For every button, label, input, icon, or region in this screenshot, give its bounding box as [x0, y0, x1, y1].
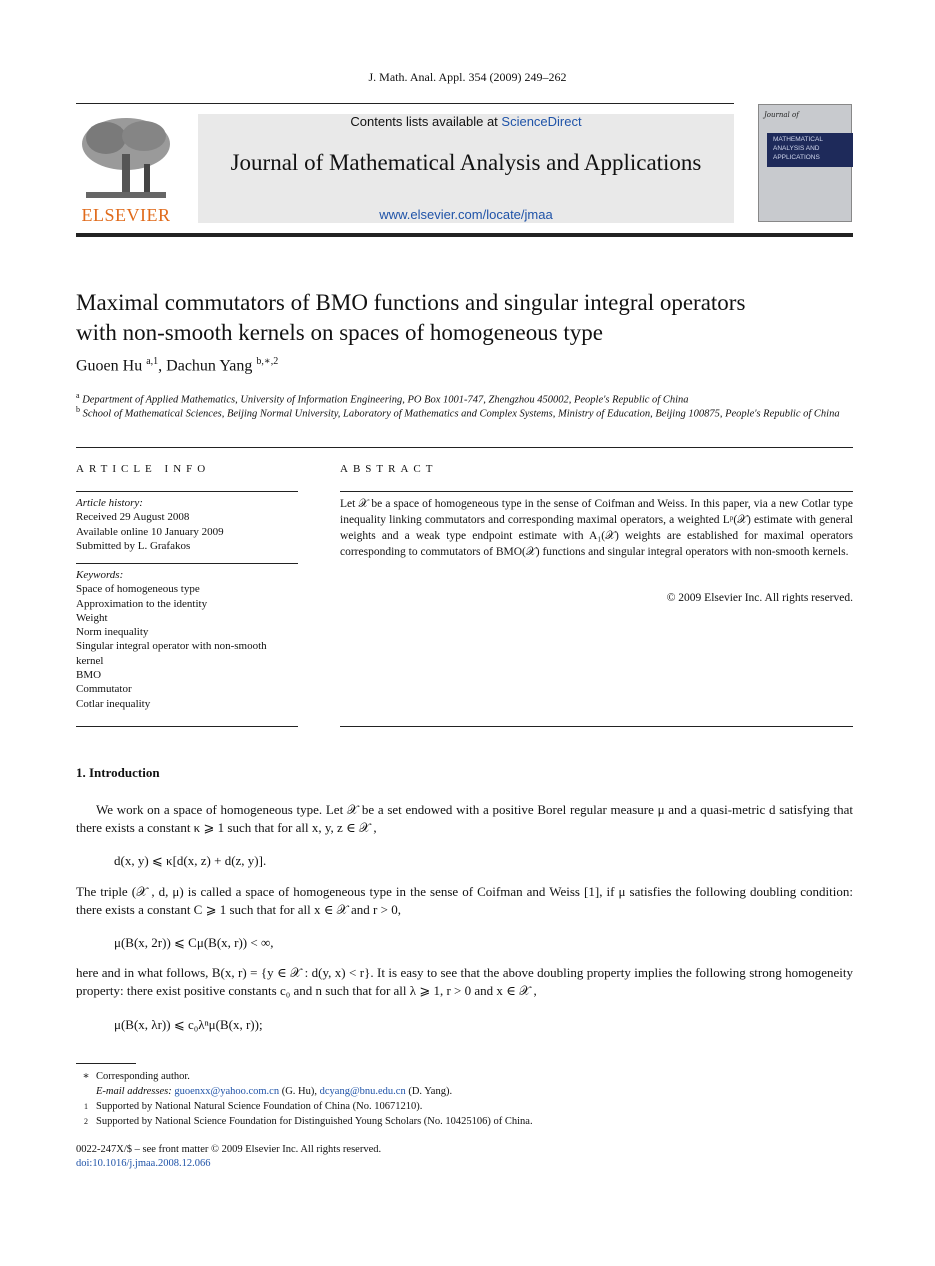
journal-cover-thumbnail: [758, 104, 852, 222]
keyword: Singular integral operator with non-smooth: [76, 640, 267, 653]
email-owner: (G. Hu),: [279, 1086, 320, 1097]
author-name: Guoen Hu: [76, 357, 143, 375]
intro-paragraph-1: We work on a space of homogeneous type. Let 𝒳 be a set endowed with a positive Borel regular measure μ and a quasi-metric d satisfying that there exists a constant κ ⩾ 1 such that for all x, y, z ∈ 𝒳 ,: [76, 802, 853, 835]
affiliation-b: [76, 403, 854, 422]
issn-line: 0022-247X/$ – see front matter © 2009 Elsevier Inc. All rights reserved.: [76, 1144, 382, 1155]
header-top-rule: [76, 103, 734, 104]
author-name: Dachun Yang: [166, 357, 253, 375]
footnote-text: Supported by National Science Foundation for Distinguished Young Scholars (No. 10425106) of China.: [96, 1116, 533, 1127]
email-link-hu[interactable]: guoenxx@yahoo.com.cn: [174, 1086, 280, 1097]
keyword: kernel: [76, 654, 104, 667]
abstract-rule: [340, 491, 853, 492]
footnote-emails: [76, 1084, 853, 1099]
keyword: Space of homogeneous type: [76, 583, 200, 596]
footnote-mark: 1: [84, 1102, 88, 1111]
email-link-yang[interactable]: dcyang@bnu.edu.cn: [319, 1086, 406, 1097]
keywords-label: Keywords:: [76, 569, 124, 581]
sciencedirect-link[interactable]: ScienceDirect: [501, 114, 582, 129]
tree-icon: [76, 114, 176, 204]
keywords-rule: [76, 563, 298, 564]
intro-paragraph-2: The triple (𝒳 , d, μ) is called a space of homogeneous type in the sense of Coifman and Weiss [1], if μ satisfies the following doubling condition: there exists a constant C ⩾ 1 such that for all x ∈ 𝒳 and r > 0,: [76, 884, 853, 917]
footnote-text: Supported by National Natural Science Foundation of China (No. 10671210).: [96, 1101, 423, 1112]
abstract-heading: ABSTRACT: [340, 463, 438, 475]
contents-line: [198, 114, 734, 129]
affil-text: School of Mathematical Sciences, Beijing Normal University, Laboratory of Mathematics and Complex Systems, Ministry of Education, Beijing 100875, People's Republic of China: [82, 408, 840, 420]
footnote-1: [76, 1099, 853, 1114]
contents-prefix: Contents lists available at: [350, 114, 502, 129]
paper-title: [76, 288, 866, 348]
submitted-by: Submitted by L. Grafakos: [76, 539, 191, 552]
abstract-bottom-rule: [340, 726, 853, 727]
received-date: Received 29 August 2008: [76, 511, 190, 524]
journal-reference: J. Math. Anal. Appl. 354 (2009) 249–262: [368, 70, 567, 84]
footnote-rule: [76, 1063, 136, 1064]
keyword: Approximation to the identity: [76, 597, 208, 610]
intro-paragraph-3: here and in what follows, B(x, r) = {y ∈ 𝒳 : d(y, x) < r}. It is easy to see that the above doubling property implies the following strong homogeneity property: there exist positive constants c₀ and n such that for all λ ⩾ 1, r > 0 and x ∈ 𝒳 ,: [76, 965, 853, 998]
equation-quasi-metric: d(x, y) ⩽ κ[d(x, z) + d(z, y)].: [114, 853, 267, 868]
keyword: BMO: [76, 669, 102, 682]
keyword: Commutator: [76, 683, 132, 696]
keyword: Norm inequality: [76, 626, 149, 639]
header-thick-rule: [76, 233, 853, 237]
online-date: Available online 10 January 2009: [76, 525, 224, 538]
equation-homogeneity: μ(B(x, λr)) ⩽ c₀λⁿμ(B(x, r));: [114, 1017, 263, 1032]
footnote-text: Corresponding author.: [96, 1071, 190, 1082]
cover-title: Journal of: [764, 111, 799, 119]
abstract-text: Let 𝒳 be a space of homogeneous type in the sense of Coifman and Weiss. In this paper, via a new Cotlar type inequality linking commutators and corresponding maximal operators, a weighted Lᵖ(𝒳) estimate with general weights and a weak type endpoint estimate with A₁(𝒳) weights are established for maximal operators corresponding to commutators of BMO(𝒳) functions and singular integral operators with non-smooth kernels.: [340, 498, 853, 558]
info-rule: [76, 491, 298, 492]
paper-title-line2: with non-smooth kernels on spaces of homogeneous type: [76, 320, 603, 345]
email-owner: (D. Yang).: [405, 1086, 453, 1097]
keyword: Weight: [76, 611, 108, 624]
keywords-list: [76, 568, 298, 711]
affil-mark: a: [76, 391, 80, 400]
keyword: Cotlar inequality: [76, 697, 151, 710]
footnote-mark: 2: [84, 1117, 88, 1126]
affil-rule: [76, 447, 853, 448]
article-history: [76, 496, 298, 553]
doi-link[interactable]: doi:10.1016/j.jmaa.2008.12.066: [76, 1158, 211, 1169]
history-label: Article history:: [76, 497, 143, 509]
footnote-mark: ∗: [82, 1071, 90, 1082]
article-info-heading: ARTICLE INFO: [76, 463, 211, 475]
equation-doubling: μ(B(x, 2r)) ⩽ Cμ(B(x, r)) < ∞,: [114, 935, 274, 950]
info-bottom-rule: [76, 726, 298, 727]
section-heading-introduction: 1. Introduction: [76, 765, 160, 780]
paper-title-line1: Maximal commutators of BMO functions and singular integral operators: [76, 290, 746, 315]
abstract-copyright: © 2009 Elsevier Inc. All rights reserved.: [666, 592, 853, 604]
journal-url-link[interactable]: www.elsevier.com/locate/jmaa: [379, 207, 553, 222]
author-affil-mark: b,∗,2: [256, 356, 279, 367]
cover-subtitle: MATHEMATICAL ANALYSIS AND APPLICATIONS: [773, 136, 823, 161]
author-separator: ,: [158, 357, 167, 375]
footnote-2: [76, 1114, 853, 1129]
elsevier-wordmark: ELSEVIER: [81, 205, 171, 225]
author-affil-mark: a,1: [146, 356, 159, 367]
author-list: [76, 356, 278, 375]
affil-mark: b: [76, 405, 80, 414]
journal-name: Journal of Mathematical Analysis and Applications: [230, 150, 702, 175]
email-label: E-mail addresses:: [96, 1086, 172, 1097]
affil-text: Department of Applied Mathematics, University of Information Engineering, PO Box 1001-747, Zhengzhou 450002, People's Republic of China: [82, 394, 689, 406]
footnote-corresponding: [76, 1069, 853, 1084]
